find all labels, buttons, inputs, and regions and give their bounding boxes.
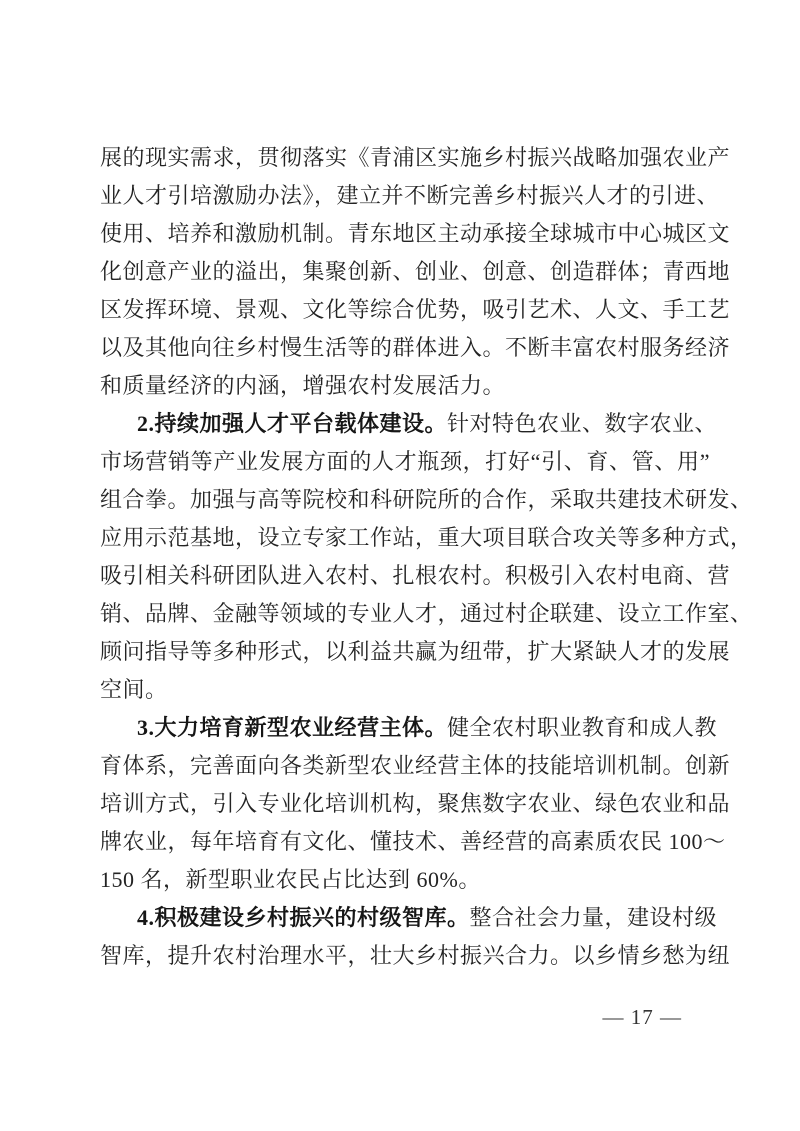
paragraph-heading: 2.持续加强人才平台载体建设。 — [137, 411, 448, 436]
text-line: 组合拳。加强与高等院校和科研院所的合作，采取共建技术研发、 — [100, 487, 753, 512]
text-line: 牌农业，每年培育有文化、懂技术、善经营的高素质农民 100～ — [100, 829, 726, 854]
text-line: 培训方式，引入专业化培训机构，聚焦数字农业、绿色农业和品 — [100, 791, 731, 816]
paragraph-heading: 4.积极建设乡村振兴的村级智库。 — [137, 905, 470, 930]
text-line: 应用示范基地，设立专家工作站，重大项目联合攻关等多种方式， — [100, 525, 753, 550]
text-line: 150 名，新型职业农民占比达到 60%。 — [100, 867, 481, 892]
text-line: 化创意产业的溢出，集聚创新、创业、创意、创造群体；青西地 — [100, 259, 731, 284]
page-number: — 17 — — [602, 1005, 682, 1029]
text-line: 市场营销等产业发展方面的人才瓶颈，打好“引、育、管、用” — [100, 449, 710, 474]
text-line: 4.积极建设乡村振兴的村级智库。整合社会力量，建设村级 — [137, 905, 718, 930]
text-line: 空间。 — [100, 677, 168, 702]
text-line: 3.大力培育新型农业经营主体。健全农村职业教育和成人教 — [137, 715, 718, 740]
document-content — [100, 139, 753, 975]
text-line: 育体系，完善面向各类新型农业经营主体的技能培训机制。创新 — [100, 753, 731, 778]
text-line: 业人才引培激励办法》，建立并不断完善乡村振兴人才的引进、 — [100, 183, 720, 208]
text-line: 吸引相关科研团队进入农村、扎根农村。积极引入农村电商、营 — [100, 563, 731, 588]
text-line: 展的现实需求，贯彻落实《青浦区实施乡村振兴战略加强农业产 — [100, 145, 731, 170]
text-line: 2.持续加强人才平台载体建设。针对特色农业、数字农业、 — [137, 411, 718, 436]
text-line: 顾问指导等多种形式，以利益共赢为纽带，扩大紧缺人才的发展 — [100, 639, 731, 664]
text-line: 使用、培养和激励机制。青东地区主动承接全球城市中心城区文 — [100, 221, 731, 246]
text-line: 智库，提升农村治理水平，壮大乡村振兴合力。以乡情乡愁为纽 — [100, 943, 731, 968]
text-line: 以及其他向往乡村慢生活等的群体进入。不断丰富农村服务经济 — [100, 335, 731, 360]
paragraph-heading: 3.大力培育新型农业经营主体。 — [137, 715, 448, 740]
text-line: 和质量经济的内涵，增强农村发展活力。 — [100, 373, 506, 398]
text-line: 销、品牌、金融等领域的专业人才，通过村企联建、设立工作室、 — [100, 601, 753, 626]
text-line: 区发挥环境、景观、文化等综合优势，吸引艺术、人文、手工艺 — [100, 297, 731, 322]
